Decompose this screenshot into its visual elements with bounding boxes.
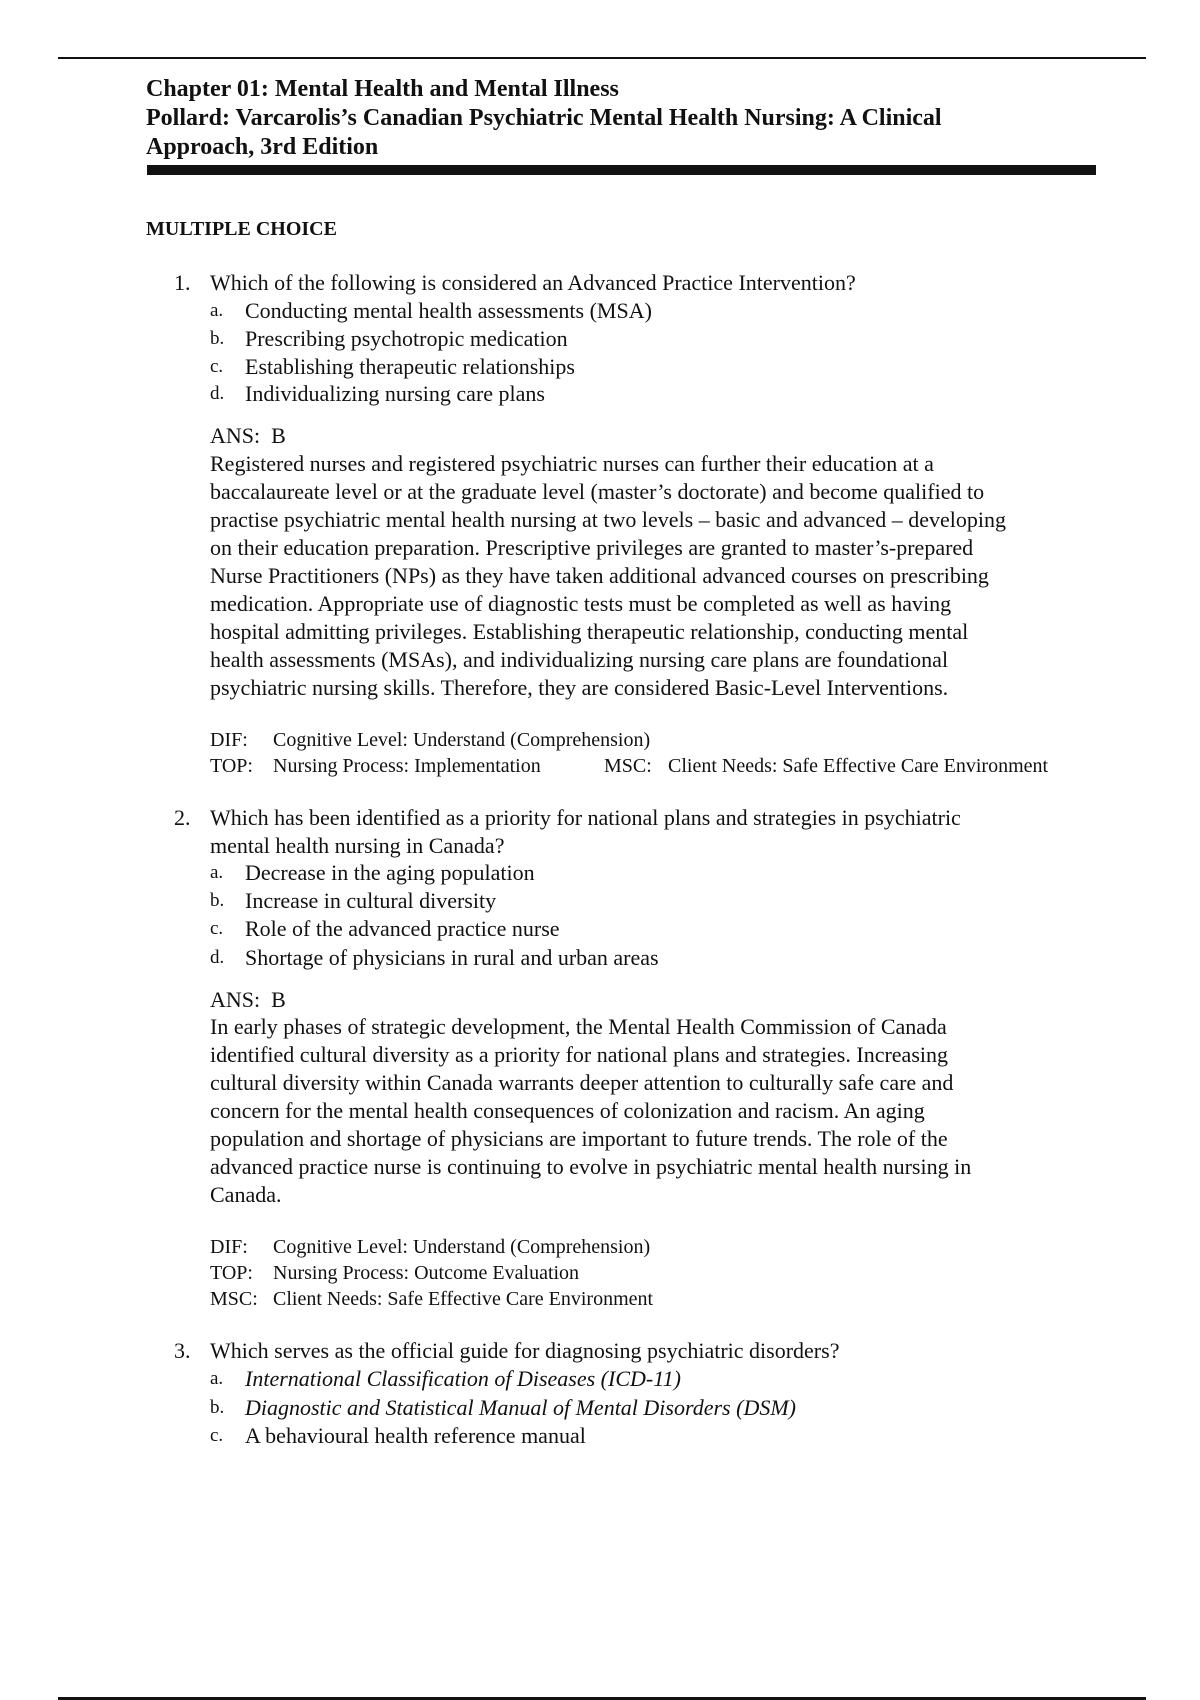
- book-title-line-2: Approach, 3rd Edition: [146, 134, 379, 160]
- option-letter: c.: [210, 918, 224, 939]
- top-label: TOP:: [210, 755, 253, 777]
- top-label: TOP:: [210, 1262, 253, 1284]
- top-rule: [58, 57, 1146, 59]
- question-number: 3.: [174, 1338, 191, 1363]
- rationale-line: advanced practice nurse is continuing to evolve in psychiatric mental health nursing in: [210, 1154, 972, 1179]
- msc-label: MSC:: [604, 755, 652, 777]
- question-number: 2.: [174, 805, 191, 830]
- rationale-line: health assessments (MSAs), and individualizing nursing care plans are foundational: [210, 647, 949, 672]
- rationale-line: medication. Appropriate use of diagnostic tests must be completed as well as having: [210, 591, 952, 616]
- option-letter: a.: [210, 862, 224, 883]
- dif-label: DIF:: [210, 729, 248, 751]
- question-number: 1.: [174, 270, 191, 295]
- question-stem: mental health nursing in Canada?: [210, 833, 505, 858]
- top-value: Nursing Process: Implementation: [273, 755, 541, 777]
- rationale-line: psychiatric nursing skills. Therefore, they are considered Basic-Level Interventions.: [210, 675, 949, 700]
- option-text: Increase in cultural diversity: [245, 888, 497, 913]
- book-title-line-1: Pollard: Varcarolis’s Canadian Psychiatric Mental Health Nursing: A Clinical: [146, 105, 942, 131]
- dif-value: Cognitive Level: Understand (Comprehension): [273, 729, 651, 751]
- msc-value: Client Needs: Safe Effective Care Environment: [668, 755, 1049, 777]
- option-text: Decrease in the aging population: [245, 860, 535, 885]
- answer: ANS: B: [210, 423, 286, 448]
- rationale-line: identified cultural diversity as a priority for national plans and strategies. Increasing: [210, 1042, 948, 1067]
- rationale-line: Canada.: [210, 1182, 282, 1207]
- rationale-line: cultural diversity within Canada warrants deeper attention to culturally safe care and: [210, 1070, 954, 1095]
- rationale-line: population and shortage of physicians are important to future trends. The role of the: [210, 1126, 948, 1151]
- option-letter: b.: [210, 1397, 225, 1418]
- rationale-line: Nurse Practitioners (NPs) as they have taken additional advanced courses on prescribing: [210, 563, 989, 588]
- dif-label: DIF:: [210, 1236, 248, 1258]
- chapter-title: Chapter 01: Mental Health and Mental Illness: [146, 76, 619, 102]
- option-text: Individualizing nursing care plans: [245, 381, 545, 406]
- rationale-line: hospital admitting privileges. Establishing therapeutic relationship, conducting mental: [210, 619, 969, 644]
- option-letter: c.: [210, 1425, 224, 1446]
- rationale-line: Registered nurses and registered psychiatric nurses can further their education at a: [210, 451, 934, 476]
- option-text: Establishing therapeutic relationships: [245, 354, 575, 379]
- msc-label: MSC:: [210, 1288, 258, 1310]
- option-letter: a.: [210, 300, 224, 321]
- msc-value: Client Needs: Safe Effective Care Environment: [273, 1288, 654, 1310]
- option-text: Diagnostic and Statistical Manual of Mental Disorders (DSM): [245, 1395, 796, 1420]
- section-title: MULTIPLE CHOICE: [146, 218, 337, 240]
- dif-value: Cognitive Level: Understand (Comprehension): [273, 1236, 651, 1258]
- question-stem: Which serves as the official guide for diagnosing psychiatric disorders?: [210, 1338, 840, 1363]
- option-text: A behavioural health reference manual: [245, 1423, 586, 1448]
- question-stem: Which of the following is considered an Advanced Practice Intervention?: [210, 270, 856, 295]
- option-letter: d.: [210, 947, 225, 968]
- rationale-line: concern for the mental health consequences of colonization and racism. An aging: [210, 1098, 925, 1123]
- option-text: International Classification of Diseases (ICD-11): [245, 1366, 681, 1391]
- header-thick-bar: [147, 165, 1096, 175]
- rationale-line: baccalaureate level or at the graduate level (master’s doctorate) and become qualified to: [210, 479, 985, 504]
- rationale-line: practise psychiatric mental health nursing at two levels – basic and advanced – developing: [210, 507, 1007, 532]
- option-text: Prescribing psychotropic medication: [245, 326, 568, 351]
- option-letter: c.: [210, 356, 224, 377]
- top-value: Nursing Process: Outcome Evaluation: [273, 1262, 580, 1284]
- option-letter: b.: [210, 328, 225, 349]
- option-letter: b.: [210, 890, 225, 911]
- rationale-line: In early phases of strategic development, the Mental Health Commission of Canada: [210, 1014, 947, 1039]
- option-letter: a.: [210, 1368, 224, 1389]
- option-text: Shortage of physicians in rural and urban areas: [245, 945, 659, 970]
- question-stem: Which has been identified as a priority for national plans and strategies in psychiatric: [210, 805, 961, 830]
- option-text: Role of the advanced practice nurse: [245, 916, 560, 941]
- rationale-line: on their education preparation. Prescriptive privileges are granted to master’s-prepared: [210, 535, 974, 560]
- option-letter: d.: [210, 383, 225, 404]
- answer: ANS: B: [210, 987, 286, 1012]
- option-text: Conducting mental health assessments (MSA): [245, 298, 652, 323]
